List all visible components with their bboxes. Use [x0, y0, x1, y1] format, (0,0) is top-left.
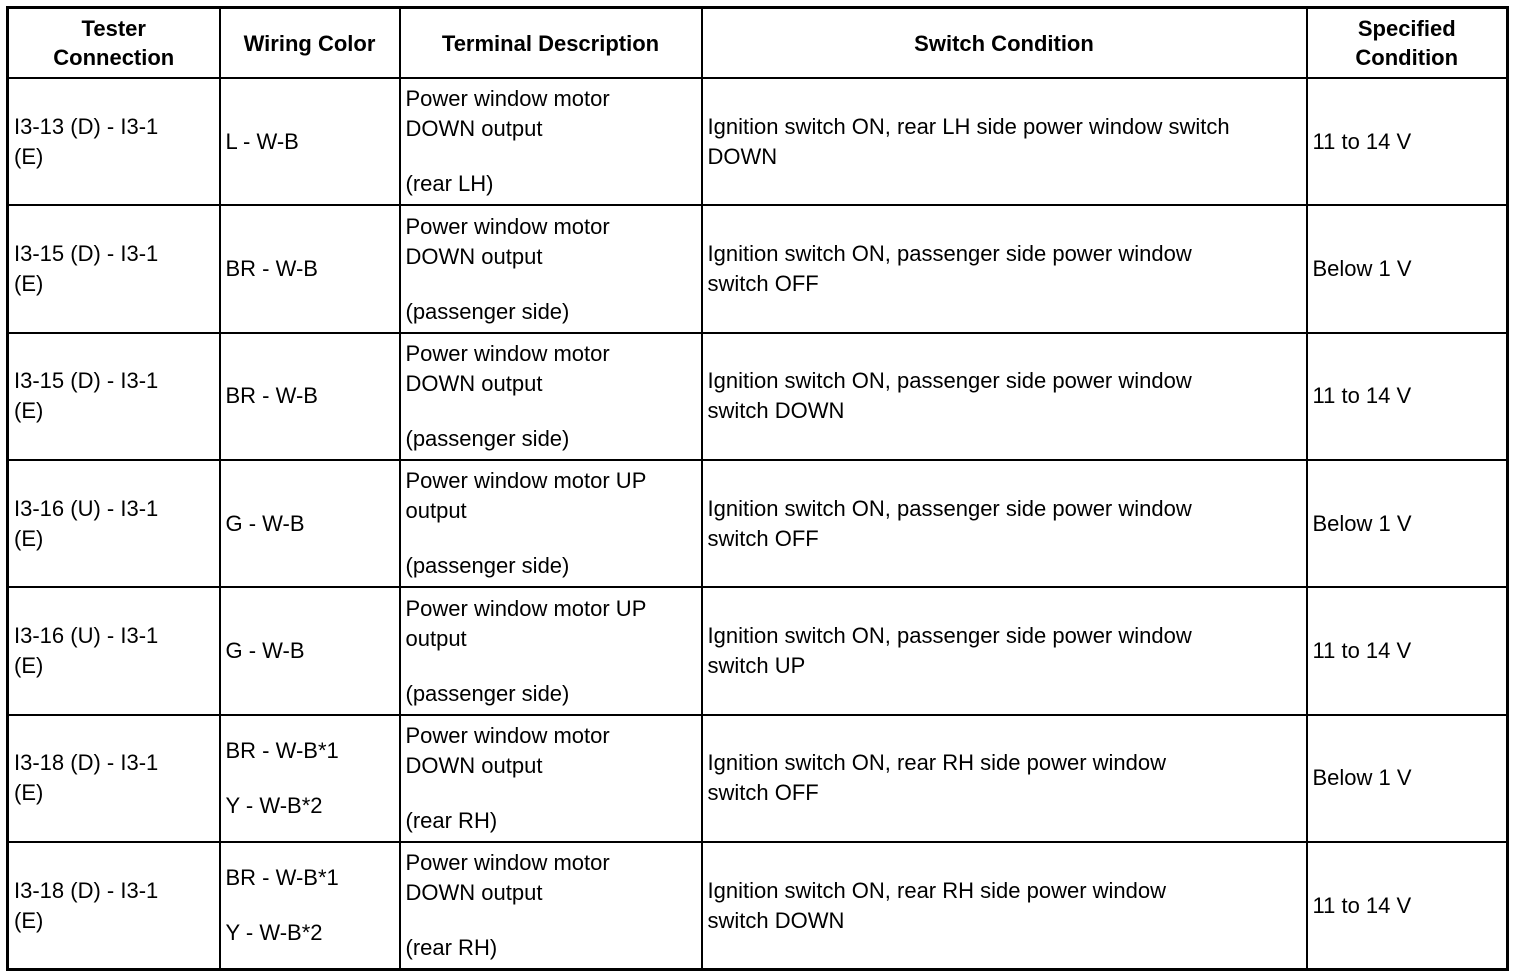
tester-connection-cell: I3-16 (U) - I3-1 (E)	[8, 460, 220, 587]
table-row	[8, 78, 1508, 205]
spacer	[406, 781, 696, 806]
switch-condition-cell: Ignition switch ON, passenger side power window switch OFF	[702, 205, 1307, 332]
tester-connection-cell: I3-16 (U) - I3-1 (E)	[8, 587, 220, 714]
switch-condition-cell: Ignition switch ON, rear RH side power window switch DOWN	[702, 842, 1307, 969]
wiring-color-cell: BR - W-B	[220, 205, 400, 332]
spacer	[406, 399, 696, 424]
specified-condition-cell: 11 to 14 V	[1307, 587, 1508, 714]
header-wiring-color: Wiring Color	[220, 8, 400, 79]
switch-condition-cell: Ignition switch ON, passenger side power window switch UP	[702, 587, 1307, 714]
header-tester-connection: Tester Connection	[8, 8, 220, 79]
specified-condition-cell: 11 to 14 V	[1307, 78, 1508, 205]
header-specified-condition: Specified Condition	[1307, 8, 1508, 79]
table-header-row	[8, 8, 1508, 79]
spacer	[406, 654, 696, 679]
table-row	[8, 587, 1508, 714]
wiring-color-cell: BR - W-B	[220, 333, 400, 460]
wiring-color-cell: G - W-B	[220, 460, 400, 587]
switch-condition-cell: Ignition switch ON, passenger side power window switch DOWN	[702, 333, 1307, 460]
terminal-description-cell: Power window motor DOWN output (rear RH)	[400, 842, 702, 969]
terminal-description-cell: Power window motor UP output (passenger side)	[400, 460, 702, 587]
specified-condition-cell: Below 1 V	[1307, 715, 1508, 842]
tester-connection-cell: I3-15 (D) - I3-1 (E)	[8, 205, 220, 332]
header-switch-condition: Switch Condition	[702, 8, 1307, 79]
table-row	[8, 842, 1508, 969]
specified-condition-cell: Below 1 V	[1307, 205, 1508, 332]
switch-condition-cell: Ignition switch ON, rear LH side power window switch DOWN	[702, 78, 1307, 205]
specified-condition-cell: 11 to 14 V	[1307, 842, 1508, 969]
table-row	[8, 333, 1508, 460]
switch-condition-cell: Ignition switch ON, passenger side power window switch OFF	[702, 460, 1307, 587]
spacer	[406, 526, 696, 551]
table-row	[8, 205, 1508, 332]
terminal-description-cell: Power window motor DOWN output (rear LH)	[400, 78, 702, 205]
table-row	[8, 715, 1508, 842]
wiring-color-cell: BR - W-B*1 Y - W-B*2	[220, 842, 400, 969]
specified-condition-cell: 11 to 14 V	[1307, 333, 1508, 460]
header-terminal-description: Terminal Description	[400, 8, 702, 79]
terminal-description-cell: Power window motor DOWN output (passenger side)	[400, 205, 702, 332]
tester-connection-cell: I3-15 (D) - I3-1 (E)	[8, 333, 220, 460]
spacer	[406, 272, 696, 297]
spacer	[406, 144, 696, 169]
tester-connection-cell: I3-18 (D) - I3-1 (E)	[8, 715, 220, 842]
spacer	[406, 908, 696, 933]
wiring-color-cell: BR - W-B*1 Y - W-B*2	[220, 715, 400, 842]
tester-connection-cell: I3-18 (D) - I3-1 (E)	[8, 842, 220, 969]
switch-condition-cell: Ignition switch ON, rear RH side power window switch OFF	[702, 715, 1307, 842]
terminal-description-cell: Power window motor UP output (passenger side)	[400, 587, 702, 714]
specified-condition-cell: Below 1 V	[1307, 460, 1508, 587]
terminal-description-cell: Power window motor DOWN output (passenger side)	[400, 333, 702, 460]
table-row	[8, 460, 1508, 587]
tester-specification-table	[6, 6, 1509, 971]
tester-connection-cell: I3-13 (D) - I3-1 (E)	[8, 78, 220, 205]
wiring-color-cell: G - W-B	[220, 587, 400, 714]
terminal-description-cell: Power window motor DOWN output (rear RH)	[400, 715, 702, 842]
wiring-color-cell: L - W-B	[220, 78, 400, 205]
